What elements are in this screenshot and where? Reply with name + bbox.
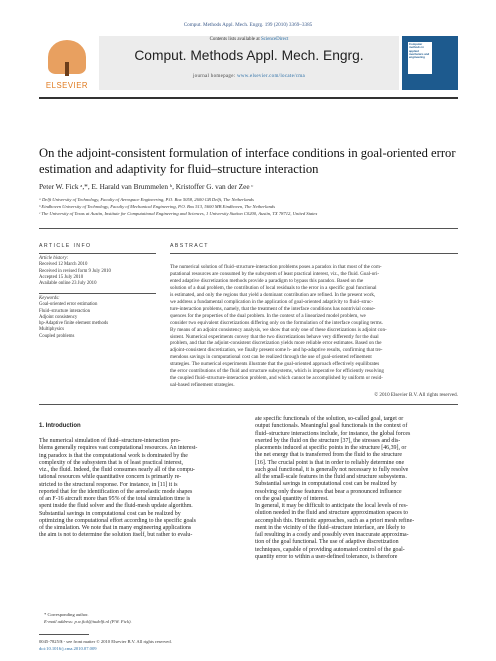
text-line: Substantial savings in computational cost can be realized by xyxy=(255,481,397,488)
issn-line: 0045-7825/$ - see front matter © 2010 Elsevier B.V. All rights reserved. xyxy=(39,639,172,644)
abstract-line: ture-interaction problems, namely, that the treatment of the interface conditions has nontrivial conse- xyxy=(170,305,376,312)
abstract-line: ented adaptive discretization methods provide a paradigm to bypass this paradox. Based on the xyxy=(170,277,364,284)
text-line: all the small-scale features in the fluid and structure subsystems. xyxy=(255,474,407,480)
text-line: output functionals. Meaningful goal functionals in the context of xyxy=(255,423,408,430)
text-line: techniques, capable of providing automated control of the goal- xyxy=(255,546,405,553)
text-line: In general, it may be difficult to anticipate the local levels of res- xyxy=(255,503,408,509)
footnote-email[interactable]: E-mail address: p.w.fick@tudelft.nl (P.W. Fick). xyxy=(44,619,132,624)
contents-line xyxy=(99,37,399,42)
journal-cover-thumbnail[interactable] xyxy=(402,36,458,90)
text-line: of the simulation. We note that in many engineering applications xyxy=(39,525,192,531)
article-title: On the adjoint-consistent formulation of interface conditions in goal-oriented error estimation and adaptivity for fluid–structure interaction xyxy=(39,146,456,176)
text-line: such goal functional, it is generally not necessary to fully resolve xyxy=(255,466,409,473)
abstract-line: The numerical solution of fluid–structure-interaction problems poses a paradox in that most of the com- xyxy=(170,264,382,270)
abstract-heading: ABSTRACT xyxy=(170,243,209,249)
affiliation-b: ᵇ Eindhoven University of Technology, Faculty of Mechanical Engineering, P.O. Box 513, 5600 MB Eindhoven, The Netherlands xyxy=(39,204,275,209)
header-divider xyxy=(39,228,458,229)
abstract-line: the error contributions of the fluid and structure subsystems, which is imperative for efficiently resolving xyxy=(170,368,384,375)
article-history xyxy=(39,256,156,287)
text-line: ment in the vicinity of the fluid–structure interface, are likely to xyxy=(255,524,406,531)
keywords-rule xyxy=(39,293,156,294)
text-line: [16]. The crucial point is that in order to reliably determine one xyxy=(255,459,405,466)
publisher-name: ELSEVIER xyxy=(45,81,89,90)
text-line: fluid–structure interactions include, for instance, the global forces xyxy=(255,430,411,437)
text-line: ate specific functionals of the solution, so-called goal, target or xyxy=(255,416,404,422)
left-column-text xyxy=(39,438,243,540)
keyword-item: Goal-oriented error estimation xyxy=(39,302,98,308)
text-line: ing paradox is that the computational work is dominated by the xyxy=(39,452,188,459)
history-online: Available online 23 July 2010 xyxy=(39,281,97,287)
text-line: the aim is not to determine the solution itself, but rather to evalu- xyxy=(39,532,193,539)
keyword-item: Fluid–structure interaction xyxy=(39,308,91,314)
keyword-item: Adjoint consistency xyxy=(39,314,78,320)
abstract-line: mendous savings in computational cost can be realized through the use of goal-oriented refinement xyxy=(170,354,372,361)
sciencedirect-link[interactable]: ScienceDirect xyxy=(260,37,289,42)
homepage-link[interactable]: www.elsevier.com/locate/cma xyxy=(236,74,306,79)
history-label: Article history: xyxy=(39,256,69,261)
keywords xyxy=(39,296,156,340)
abstract-line: we address a fundamental complication in the application of goal-oriented adaptivity to fluid–struc- xyxy=(170,298,374,305)
abstract-line: the coupled fluid–structure-interaction problem, and which cannot be accomplished by uniform or resid- xyxy=(170,375,383,382)
journal-reference[interactable]: Comput. Methods Appl. Mech. Engrg. 199 (2010) 3369–3385 xyxy=(183,22,313,28)
text-line: Substantial savings in computational cost can be realized by xyxy=(39,510,181,517)
elsevier-logo[interactable] xyxy=(39,36,95,90)
right-column-text xyxy=(255,416,459,561)
text-line: blems generally requires vast computational resources. An interest- xyxy=(39,445,198,452)
abstract-line: consider two equivalent discretizations differing only on the formulation of the interface coupling terms. xyxy=(170,319,383,326)
text-line: tion of the goal functional. The use of adaptive discretization xyxy=(255,539,399,546)
affiliation-c: ᶜ The University of Texas at Austin, Institute for Computational Engineering and Sciences, 1 University Station C0200, Austin, TX 78712, United States xyxy=(39,211,318,216)
text-line: the net energy that is transferred from the fluid to the structure xyxy=(255,452,402,459)
abstract-line: quences for the properties of the dual problem. In the context of a linearized model problem, we xyxy=(170,312,366,319)
masthead-divider xyxy=(39,97,458,99)
text-line: The numerical simulation of fluid–structure-interaction pro- xyxy=(39,438,181,444)
text-line: of an F-16 aircraft more than 95% of the total simulation time is xyxy=(39,496,191,502)
text-line: olution needed in the fluid and structure approximation spaces to xyxy=(255,510,408,517)
text-line: spent inside the fluid solver and the fluid-mesh update algorithm. xyxy=(39,503,193,510)
abstract-line: adjoint-consistent discretization, we finally present some h- and hp-adaptive results, confirming that tre- xyxy=(170,347,383,354)
journal-homepage xyxy=(99,74,399,79)
keyword-item: Coupled problems xyxy=(39,333,75,339)
homepage-prefix: journal homepage: xyxy=(192,74,237,79)
text-line: placements induced at specific points in the structure [46,39], or xyxy=(255,445,407,451)
affiliation-a: ᵃ Delft University of Technology, Faculty of Aerospace Engineering, P.O. Box 5058, 2600 GB Delft, The Netherlands xyxy=(39,197,254,202)
text-line: tational resources while quantitative concern is primarily re- xyxy=(39,474,182,481)
author-list: Peter W. Fick ᵃ,*, E. Harald van Brummelen ᵇ, Kristoffer G. van der Zee ᶜ xyxy=(39,182,254,191)
copyright-notice: © 2010 Elsevier B.V. All rights reserved. xyxy=(374,392,458,398)
keyword-item: Multiphysics xyxy=(39,327,65,333)
abstract-line: problem, and that the adjoint-consistent discretization yields more reliable error estimates. Based on the xyxy=(170,340,382,347)
text-line: on the goal quantity of interest. xyxy=(255,495,329,502)
abstract-line: sistent. Numerical experiments convey that the two discretizations behave very differently for the dual xyxy=(170,333,379,340)
abstract-line: solution of a dual problem, the contribution of local residuals to the error in a specific goal functional xyxy=(170,284,377,291)
text-line: complexity of the subsystem that is of least practical interest, xyxy=(39,459,183,466)
text-line: fail resulting in a costly and possibly even inaccurate approxima- xyxy=(255,532,409,538)
text-line: accomplish this. Heuristic approaches, such as a priori mesh refine- xyxy=(255,517,415,524)
journal-masthead xyxy=(39,36,458,90)
article-info-heading: ARTICLE INFO xyxy=(39,243,92,249)
abstract-line: By means of an adjoint consistency analysis, we show that only one of these discretizations is adjoint con- xyxy=(170,326,387,333)
elsevier-tree-icon xyxy=(48,40,86,74)
keywords-label: Keywords: xyxy=(39,296,60,301)
history-accepted: Accepted 15 July 2010 xyxy=(39,274,84,280)
history-revised: Received in revised form 9 July 2010 xyxy=(39,268,111,274)
abstract-line: is estimated, and only the regions that yield a dominant contribution are refined. In the present work, xyxy=(170,291,376,298)
text-line: stricted to the structural response. For instance, in [11] it is xyxy=(39,481,178,488)
journal-title: Comput. Methods Appl. Mech. Engrg. xyxy=(134,48,364,63)
doi-link[interactable]: doi:10.1016/j.cma.2010.07.009 xyxy=(39,646,97,651)
text-line: optimizing the computational effort according to the specific goals xyxy=(39,517,196,524)
abstract-line: strategies. The numerical experiments illustrate that the goal-oriented approach effectively equilibrates xyxy=(170,361,380,368)
text-line: reported that for the identification of the aeroelastic mode shapes xyxy=(39,488,193,495)
text-line: exerted by the fluid on the structure [37], the stresses and dis- xyxy=(255,437,401,444)
section-heading-introduction: 1. Introduction xyxy=(39,423,81,429)
abstract-rule xyxy=(170,253,458,254)
text-line: resolving only those features that bear a pronounced influence xyxy=(255,488,402,495)
keyword-item: hp-Adaptive finite element methods xyxy=(39,321,109,327)
abstract-line: putational resources are consumed by the subsystem of least practical interest, viz., the fluid. Goal-ori- xyxy=(170,270,380,277)
footnote-corresponding: * Corresponding author. xyxy=(44,612,89,617)
footnote-rule xyxy=(39,634,89,635)
history-received: Received 12 March 2010 xyxy=(39,262,88,268)
contents-prefix: Contents lists available at xyxy=(209,37,261,42)
text-line: viz., the fluid. Indeed, the fluid consumes nearly all of the compu- xyxy=(39,467,195,473)
text-line: quantity error to within a user-defined tolerance, is therefore xyxy=(255,553,398,560)
masthead-center xyxy=(99,36,399,90)
cover-text: Computer methods in applied mechanics and engineering xyxy=(409,42,430,60)
abstract-divider xyxy=(39,404,458,405)
abstract-line: ual-based refinement strategies. xyxy=(170,382,235,389)
article-info-rule xyxy=(39,253,156,254)
abstract-body xyxy=(170,264,458,389)
